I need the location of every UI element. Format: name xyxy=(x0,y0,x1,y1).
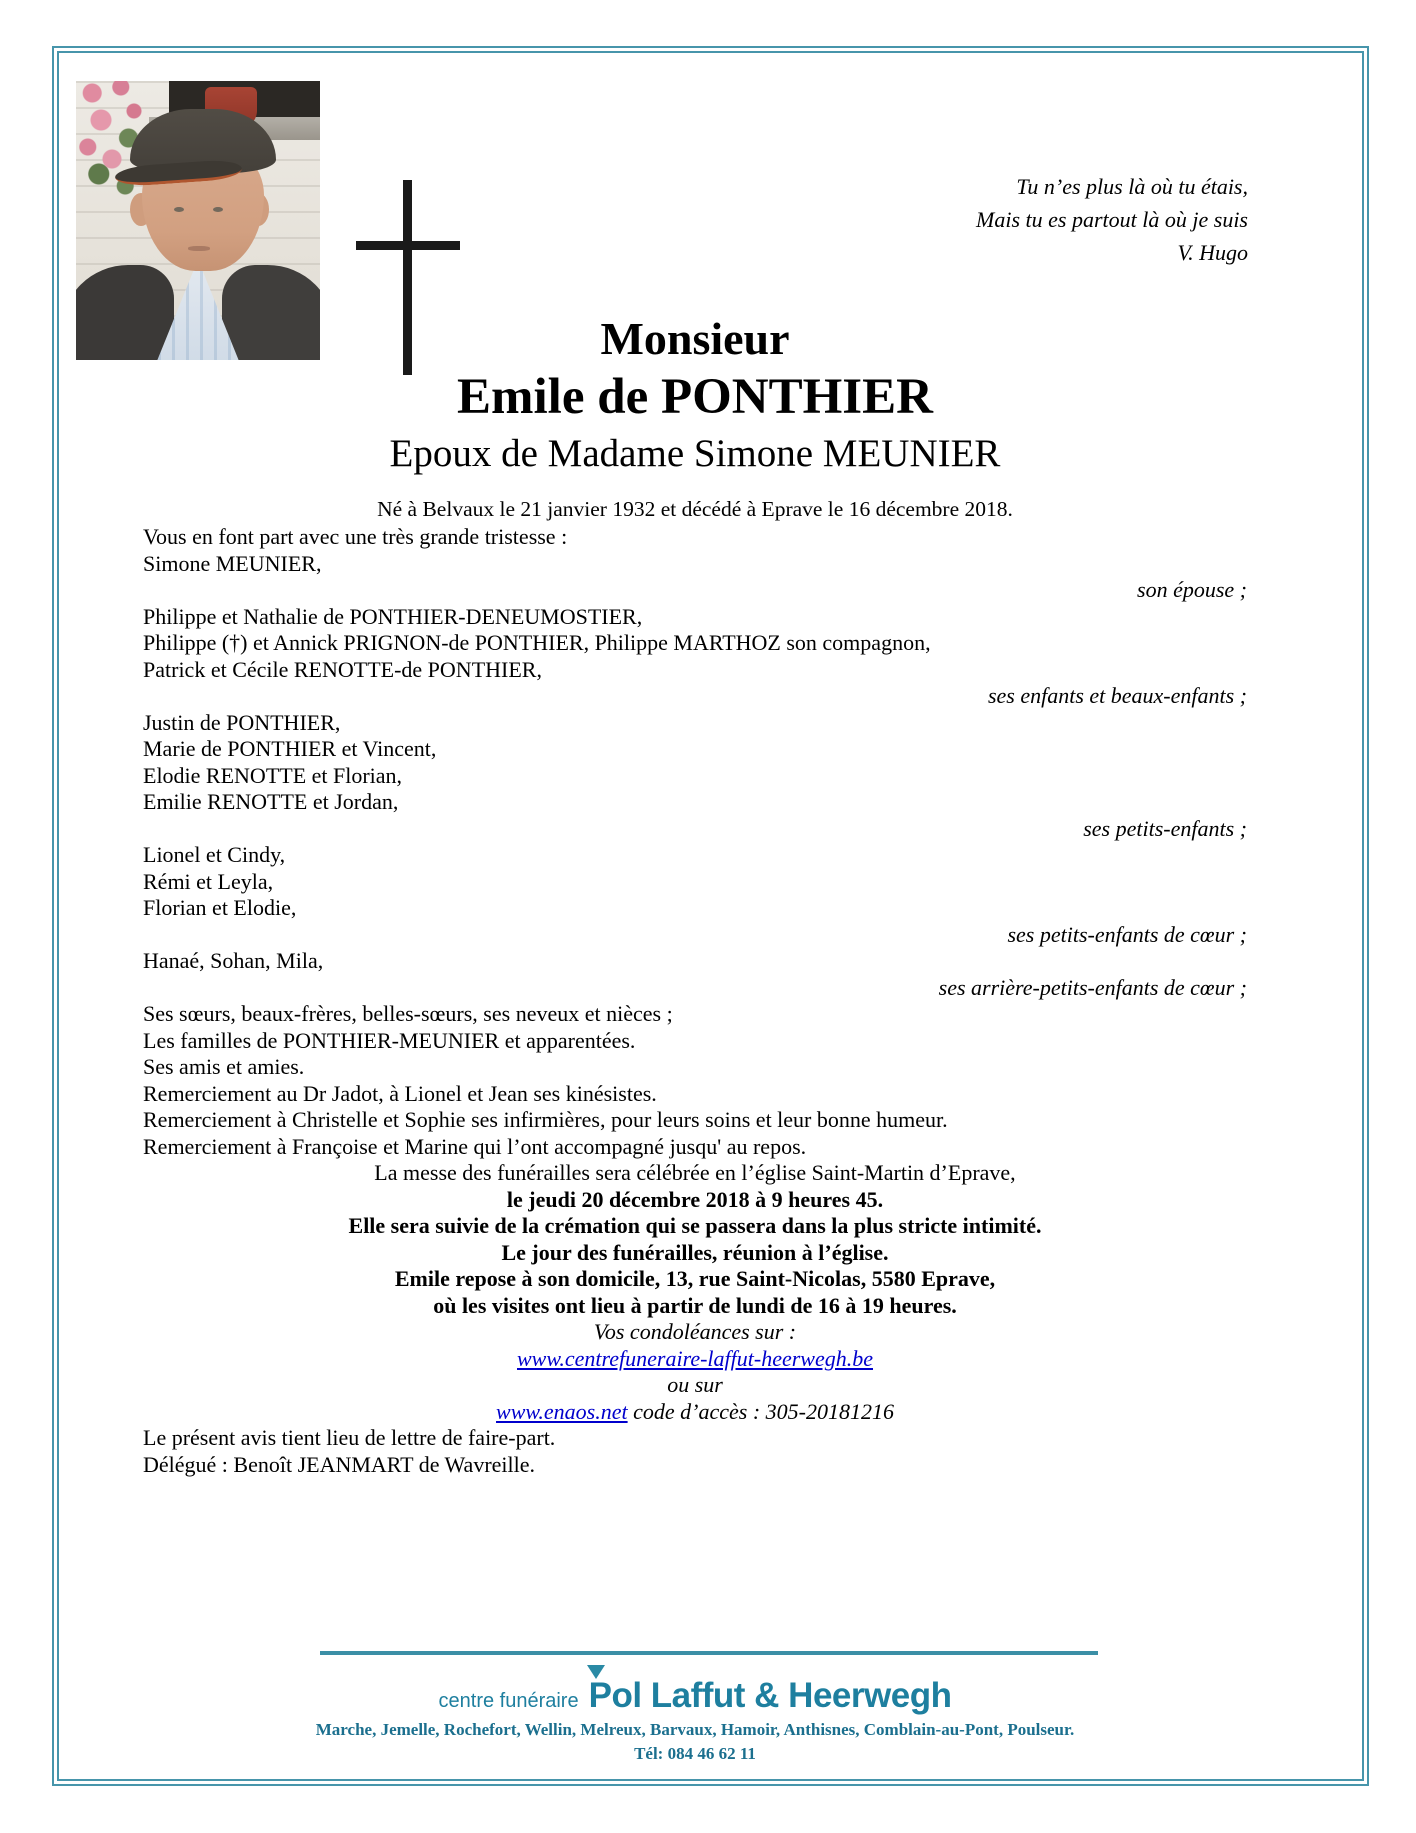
relation-label: ses petits-enfants de cœur ; xyxy=(1007,921,1247,947)
condolences-intro: Vos condoléances sur : xyxy=(593,1319,797,1344)
brand-small-label: centre funéraire xyxy=(438,1690,579,1712)
families-line: Les familles de PONTHIER-MEUNIER et apparentées. xyxy=(143,1027,636,1053)
condolence-link-2[interactable]: www.enaos.net xyxy=(496,1398,628,1424)
family-member-line: Elodie RENOTTE et Florian, xyxy=(143,762,403,788)
ceremony-cremation-line: Elle sera suivie de la crémation qui se passera dans la plus stricte intimité. xyxy=(348,1213,1042,1238)
ceremony-mass-line-2: le jeudi 20 décembre 2018 à 9 heures 45. xyxy=(506,1186,884,1212)
birth-death-line: Né à Belvaux le 21 janvier 1932 et décédé à Eprave le 16 décembre 2018. xyxy=(377,497,1013,521)
footer-phone: Tél: 084 46 62 11 xyxy=(634,1744,756,1763)
family-member-line: Patrick et Cécile RENOTTE-de PONTHIER, xyxy=(143,656,542,682)
relation-label: ses enfants et beaux-enfants ; xyxy=(987,683,1247,708)
footer-divider-rule xyxy=(320,1651,1098,1655)
thanks-line: Remerciement à Christelle et Sophie ses infirmières, pour leurs soins et leur bonne humeur. xyxy=(143,1107,948,1132)
delegate-line: Délégué : Benoît JEANMART de Wavreille. xyxy=(143,1451,536,1477)
family-member-line: Florian et Elodie, xyxy=(143,895,297,920)
repose-line-1: Emile repose à son domicile, 13, rue Saint-Nicolas, 5580 Eprave, xyxy=(394,1266,996,1291)
title-prefix: Monsieur xyxy=(600,313,790,364)
family-member-line: Simone MEUNIER, xyxy=(143,550,322,576)
quote-line-1: Tu n’es plus là où tu étais, xyxy=(1016,174,1248,199)
deceased-name: Emile de PONTHIER xyxy=(456,369,933,425)
condolences-or: ou sur xyxy=(667,1372,723,1397)
siblings-line: Ses sœurs, beaux-frères, belles-sœurs, ses neveux et nièces ; xyxy=(143,1001,673,1026)
brand-triangle-icon xyxy=(587,1665,605,1679)
thanks-line: Remerciement au Dr Jadot, à Lionel et Jean ses kinésistes. xyxy=(143,1080,657,1106)
thanks-line: Remerciement à Françoise et Marine qui l’ont accompagné jusqu' au repos. xyxy=(143,1133,807,1159)
brand-name-text: Pol Laffut & Heerwegh xyxy=(588,1676,952,1715)
announcement-body xyxy=(143,524,1247,1478)
brand-name xyxy=(589,1676,952,1715)
footer-towns: Marche, Jemelle, Rochefort, Wellin, Melreux, Barvaux, Hamoir, Anthisnes, Comblain-au-Pont, Poulseur. xyxy=(315,1720,1075,1739)
photo-eye xyxy=(213,207,223,212)
family-member-line: Marie de PONTHIER et Vincent, xyxy=(143,736,437,761)
repose-line-2: où les visites ont lieu à partir de lundi de 16 à 19 heures. xyxy=(433,1292,957,1318)
friends-line: Ses amis et amies. xyxy=(143,1054,305,1079)
family-member-line: Justin de PONTHIER, xyxy=(143,709,341,735)
access-code: code d’accès : 305-20181216 xyxy=(627,1398,894,1424)
ceremony-meeting-line: Le jour des funérailles, réunion à l’église. xyxy=(501,1239,889,1265)
relation-label: ses petits-enfants ; xyxy=(1083,815,1247,841)
family-member-line: Philippe (†) et Annick PRIGNON-de PONTHIER, Philippe MARTHOZ son compagnon, xyxy=(143,630,931,655)
condolence-link-2-line xyxy=(143,1399,1247,1426)
spouse-line: Epoux de Madame Simone MEUNIER xyxy=(389,432,1001,475)
family-member-line: Philippe et Nathalie de PONTHIER-DENEUMOSTIER, xyxy=(143,603,643,629)
announcement-intro: Vous en font part avec une très grande tristesse : xyxy=(143,524,568,549)
family-member-line: Emilie RENOTTE et Jordan, xyxy=(143,789,399,814)
condolence-link-1-line xyxy=(143,1346,1247,1373)
photo-mouth xyxy=(188,246,210,251)
relation-label: son épouse ; xyxy=(1137,577,1247,602)
relation-label: ses arrière-petits-enfants de cœur ; xyxy=(938,974,1247,1000)
family-member-line: Lionel et Cindy, xyxy=(143,842,286,867)
family-member-line: Hanaé, Sohan, Mila, xyxy=(143,948,324,973)
title-block xyxy=(143,312,1247,524)
quote-line-2: Mais tu es partout là où je suis xyxy=(976,207,1248,232)
quote-attribution: V. Hugo xyxy=(1177,240,1248,265)
funeral-home-brand xyxy=(143,1676,1247,1716)
memorial-cross-icon xyxy=(356,241,460,250)
photo-eye xyxy=(174,207,184,212)
ceremony-mass-line-1: La messe des funérailles sera célébrée en l’église Saint-Martin d’Eprave, xyxy=(374,1160,1016,1185)
memorial-quote xyxy=(976,170,1248,269)
closing-notice: Le présent avis tient lieu de lettre de faire-part. xyxy=(143,1425,556,1450)
condolence-link-1[interactable]: www.centrefuneraire-laffut-heerwegh.be xyxy=(517,1345,873,1371)
family-member-line: Rémi et Leyla, xyxy=(143,868,274,894)
